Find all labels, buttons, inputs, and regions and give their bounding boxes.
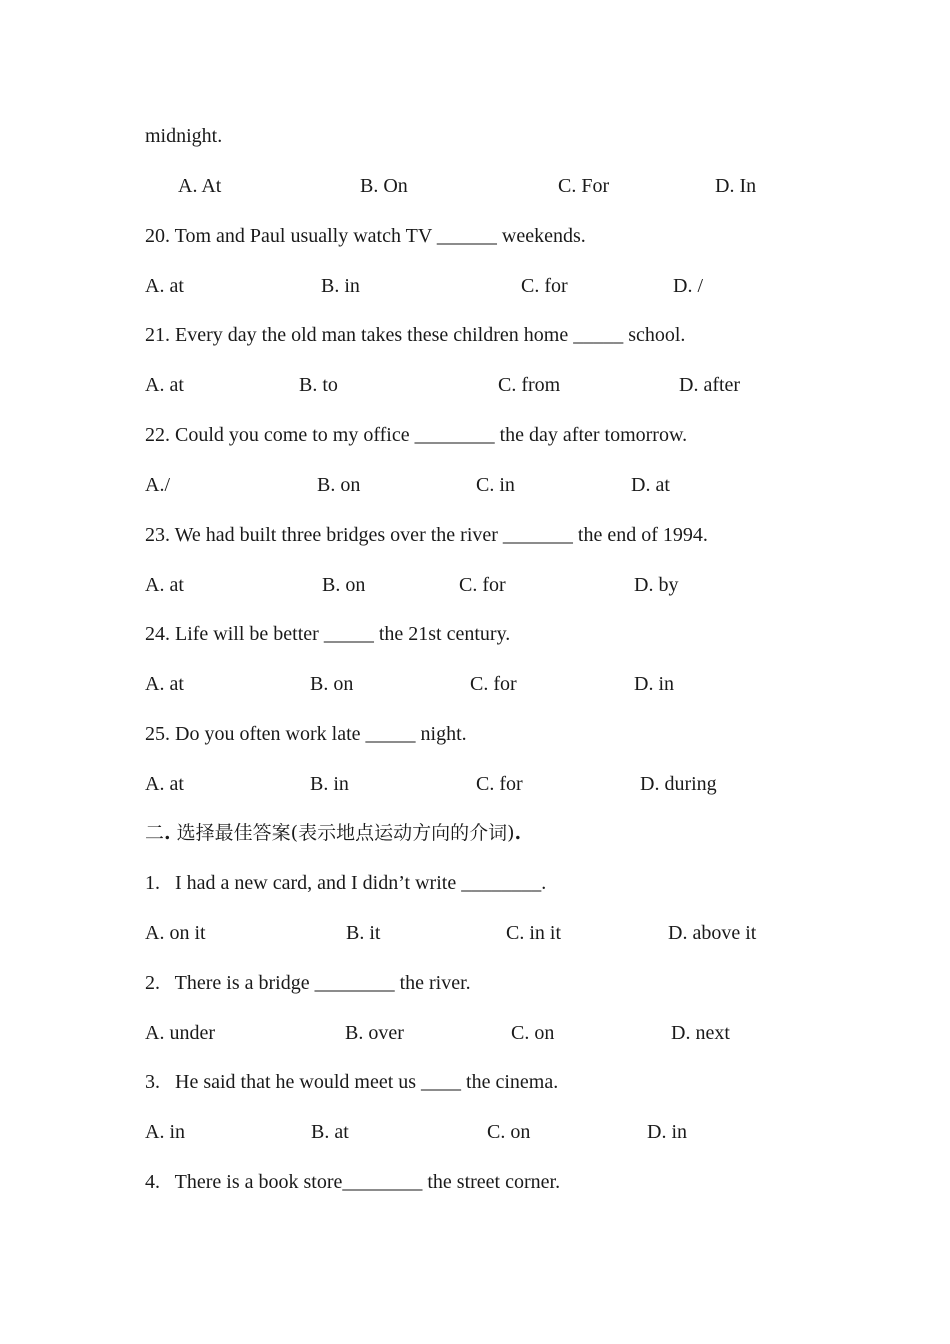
option-c: C. for [459,574,506,596]
option-c: C. For [558,175,610,197]
option-a: A. at [145,574,184,596]
option-a: A. on it [145,922,206,944]
question-text: midnight. [145,125,223,147]
option-b: B. On [360,175,408,197]
option-b: B. on [322,574,366,596]
question-22-options [0,470,670,500]
option-b: B. it [346,922,381,944]
question-text: 3. He said that he would meet us ____ the cinema. [145,1071,559,1093]
option-a: A. At [178,175,222,197]
question-text: 23. We had built three bridges over the river _______ the end of 1994. [145,524,708,546]
option-d: D. in [634,673,674,695]
option-d: D. during [640,773,717,795]
option-c: C. for [476,773,523,795]
question-20 [0,221,586,251]
question-21 [0,320,686,350]
option-a: A. under [145,1022,215,1044]
section-title: 选择最佳答案(表示地点运动方向的介词) [170,822,515,844]
option-b: B. to [299,374,338,396]
question-22 [0,420,688,450]
question-21-options [0,370,741,400]
option-a: A./ [145,474,170,496]
section-dot: . [164,822,171,844]
option-b: B. on [317,474,361,496]
option-a: A. at [145,275,184,297]
option-a: A. at [145,773,184,795]
question-text: 25. Do you often work late _____ night. [145,723,467,745]
question-text: 20. Tom and Paul usually watch TV ______ weekends. [145,225,586,247]
question-text: 4. There is a book store________ the street corner. [145,1171,561,1193]
option-b: B. in [321,275,360,297]
section-2-heading-text [145,818,521,848]
section-2-question-4 [0,1167,561,1197]
question-text: 22. Could you come to my office ________ the day after tomorrow. [145,424,688,446]
option-b: B. over [345,1022,404,1044]
question-25 [0,719,467,749]
section-2-question-3-options [0,1117,687,1147]
question-text: 1. I had a new card, and I didn’t write ________. [145,872,547,894]
option-c: C. in it [506,922,562,944]
question-19-continuation [0,121,223,151]
option-c: C. on [511,1022,555,1044]
option-d: D. next [671,1022,730,1044]
section-number: 二 [145,822,165,844]
section-2-heading [0,818,522,848]
section-2-question-1 [0,868,547,898]
option-d: D. above it [668,922,757,944]
question-25-options [0,769,717,799]
question-text: 21. Every day the old man takes these children home _____ school. [145,324,686,346]
option-d: D. / [673,275,703,297]
option-b: B. at [311,1121,349,1143]
option-b: B. in [310,773,349,795]
question-23-options [0,570,679,600]
question-23 [0,520,708,550]
question-20-options [0,271,703,301]
option-d: D. in [647,1121,687,1143]
section-2-question-3 [0,1067,559,1097]
option-c: C. from [498,374,561,396]
section-2-question-1-options [0,918,757,948]
question-24 [0,619,511,649]
option-d: D. at [631,474,670,496]
option-b: B. on [310,673,354,695]
option-d: D. In [715,175,757,197]
option-d: D. after [679,374,741,396]
option-c: C. for [470,673,517,695]
option-a: A. in [145,1121,185,1143]
option-a: A. at [145,374,184,396]
question-24-options [0,669,674,699]
question-19-options [0,171,757,201]
section-end-dot: . [514,822,522,844]
section-2-question-2 [0,968,471,998]
question-text: 2. There is a bridge ________ the river. [145,972,471,994]
option-a: A. at [145,673,184,695]
section-2-question-2-options [0,1018,730,1048]
option-d: D. by [634,574,679,596]
option-c: C. in [476,474,515,496]
option-c: C. for [521,275,568,297]
option-c: C. on [487,1121,531,1143]
question-text: 24. Life will be better _____ the 21st century. [145,623,511,645]
